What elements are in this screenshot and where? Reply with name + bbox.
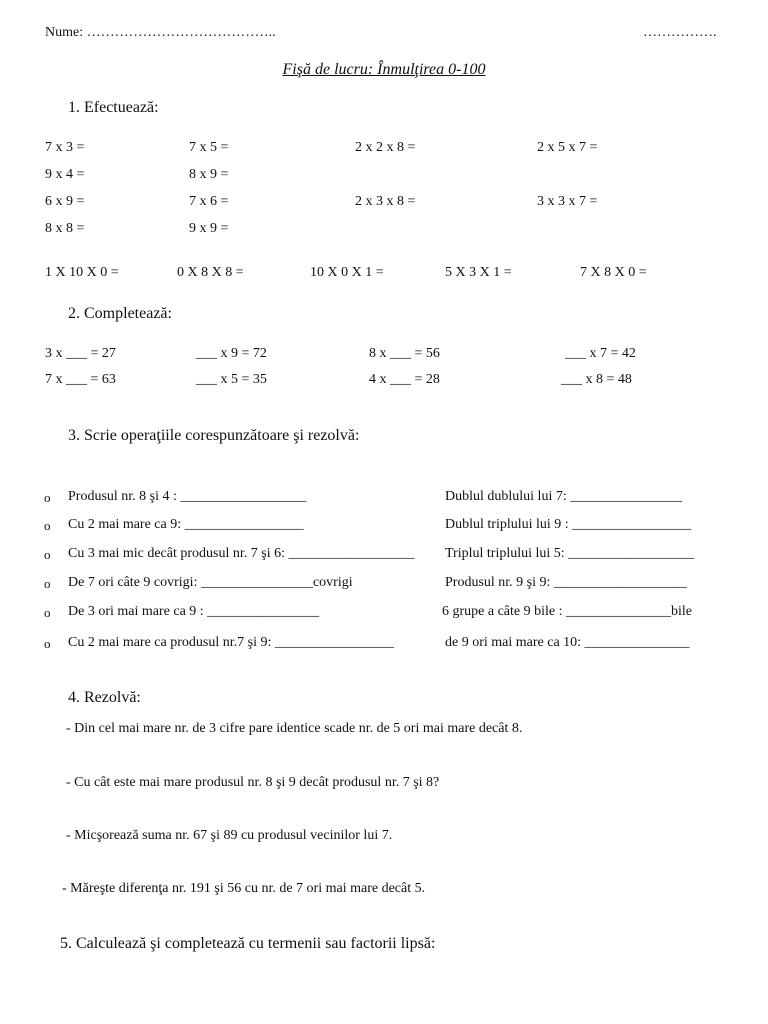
list-item-left: Cu 2 mai mare ca 9: _________________: [68, 517, 304, 532]
list-item-left: Cu 2 mai mare ca produsul nr.7 şi 9: _________________: [68, 635, 394, 650]
problem-item: - Cu cât este mai mare produsul nr. 8 şi 9 decât produsul nr. 7 şi 8?: [66, 775, 440, 790]
list-item-right: Dublul triplului lui 9 : _________________: [445, 517, 692, 532]
exercise-item: 7 X 8 X 0 =: [580, 265, 647, 280]
list-item-right: Produsul nr. 9 şi 9: ___________________: [445, 575, 687, 590]
exercise-item: 7 x 5 =: [189, 140, 229, 155]
exercise-item: 9 x 4 =: [45, 167, 85, 182]
section-4-heading: 4. Rezolvă:: [68, 689, 141, 706]
list-item-left: De 3 ori mai mare ca 9 : ________________: [68, 604, 320, 619]
exercise-item: 2 x 5 x 7 =: [537, 140, 598, 155]
bullet-icon: o: [44, 547, 51, 562]
list-item-left: Cu 3 mai mic decât produsul nr. 7 şi 6: __________________: [68, 546, 415, 561]
exercise-item: 1 X 10 X 0 =: [45, 265, 119, 280]
bullet-icon: o: [44, 605, 51, 620]
list-item-right: 6 grupe a câte 9 bile : _______________bile: [442, 604, 692, 619]
list-item-left: De 7 ori câte 9 covrigi: ________________covrigi: [68, 575, 353, 590]
exercise-item: 9 x 9 =: [189, 221, 229, 236]
section-2-heading: 2. Completează:: [68, 305, 172, 322]
exercise-item: 8 x 8 =: [45, 221, 85, 236]
fill-in-item: ___ x 9 = 72: [196, 346, 267, 361]
bullet-icon: o: [44, 518, 51, 533]
problem-item: - Din cel mai mare nr. de 3 cifre pare identice scade nr. de 5 ori mai mare decât 8.: [66, 721, 523, 736]
date-field-dots: …………….: [643, 25, 717, 40]
bullet-icon: o: [44, 490, 51, 505]
fill-in-item: ___ x 7 = 42: [565, 346, 636, 361]
fill-in-item: ___ x 8 = 48: [561, 372, 632, 387]
section-1-heading: 1. Efectuează:: [68, 99, 159, 116]
section-5-heading: 5. Calculează şi completează cu termenii sau factorii lipsă:: [60, 935, 436, 952]
exercise-item: 5 X 3 X 1 =: [445, 265, 512, 280]
fill-in-item: 8 x ___ = 56: [369, 346, 440, 361]
section-3-heading: 3. Scrie operaţiile corespunzătoare şi rezolvă:: [68, 427, 360, 444]
exercise-item: 2 x 2 x 8 =: [355, 140, 416, 155]
exercise-item: 2 x 3 x 8 =: [355, 194, 416, 209]
fill-in-item: 3 x ___ = 27: [45, 346, 116, 361]
list-item-left: Produsul nr. 8 şi 4 : __________________: [68, 489, 307, 504]
exercise-item: 8 x 9 =: [189, 167, 229, 182]
fill-in-item: ___ x 5 = 35: [196, 372, 267, 387]
name-field-label: Nume: …………………………………..: [45, 25, 276, 40]
list-item-right: de 9 ori mai mare ca 10: _______________: [445, 635, 690, 650]
exercise-item: 0 X 8 X 8 =: [177, 265, 244, 280]
exercise-item: 10 X 0 X 1 =: [310, 265, 384, 280]
list-item-right: Triplul triplului lui 5: __________________: [445, 546, 695, 561]
fill-in-item: 7 x ___ = 63: [45, 372, 116, 387]
exercise-item: 7 x 6 =: [189, 194, 229, 209]
problem-item: - Măreşte diferenţa nr. 191 şi 56 cu nr. de 7 ori mai mare decât 5.: [62, 881, 426, 896]
list-item-right: Dublul dublului lui 7: ________________: [445, 489, 683, 504]
problem-item: - Micşorează suma nr. 67 şi 89 cu produsul vecinilor lui 7.: [66, 828, 393, 843]
fill-in-item: 4 x ___ = 28: [369, 372, 440, 387]
bullet-icon: o: [44, 636, 51, 651]
exercise-item: 3 x 3 x 7 =: [537, 194, 598, 209]
exercise-item: 7 x 3 =: [45, 140, 85, 155]
bullet-icon: o: [44, 576, 51, 591]
exercise-item: 6 x 9 =: [45, 194, 85, 209]
page-title: Fişă de lucru: Înmulţirea 0-100: [282, 61, 486, 78]
